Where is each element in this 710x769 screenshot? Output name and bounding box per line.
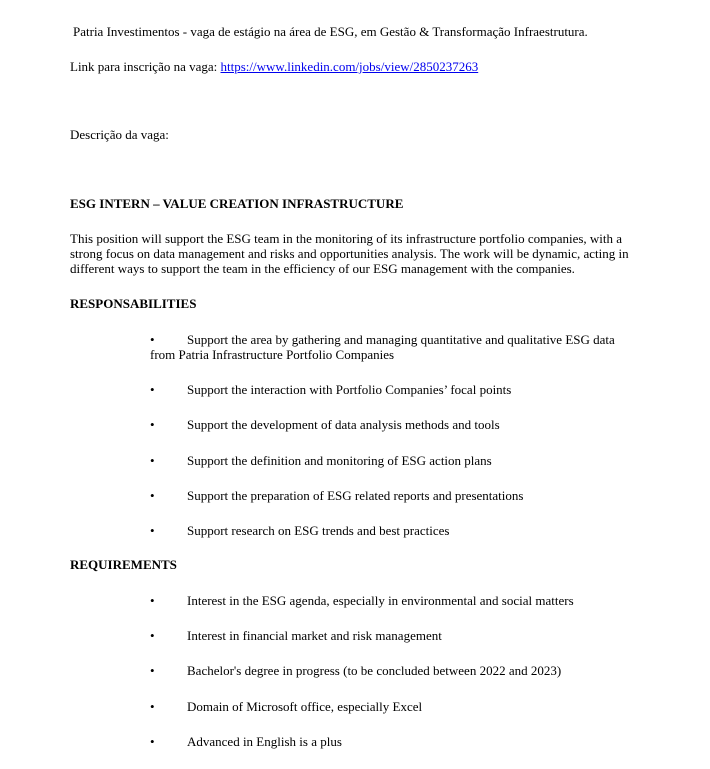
list-item-text: Support the definition and monitoring of ESG action plans — [187, 453, 492, 468]
bullet-icon: • — [150, 734, 155, 749]
bullet-icon: • — [150, 488, 155, 503]
bullet-icon: • — [150, 382, 155, 397]
list-item-text: Domain of Microsoft office, especially Excel — [187, 699, 423, 714]
list-item-text: Support research on ESG trends and best practices — [187, 523, 450, 538]
application-link-line — [70, 59, 478, 75]
bullet-icon: • — [150, 523, 155, 538]
list-item — [150, 523, 640, 538]
bullet-icon: • — [150, 593, 155, 608]
bullet-icon: • — [150, 663, 155, 678]
list-item — [150, 382, 640, 397]
requirements-heading: REQUIREMENTS — [70, 557, 177, 572]
list-item-text: Advanced in English is a plus — [187, 734, 342, 749]
list-item — [150, 663, 640, 678]
list-item-text: Bachelor's degree in progress (to be concluded between 2022 and 2023) — [187, 663, 562, 678]
description-label: Descrição da vaga: — [70, 127, 169, 142]
application-link-label: Link para inscrição na vaga: — [70, 59, 221, 74]
document-title: Patria Investimentos - vaga de estágio na área de ESG, em Gestão & Transformação Infraestrutura. — [73, 24, 588, 39]
bullet-icon: • — [150, 453, 155, 468]
list-item-text: Support the preparation of ESG related reports and presentations — [187, 488, 524, 503]
list-item — [150, 593, 640, 608]
bullet-icon: • — [150, 417, 155, 432]
list-item-text: Support the interaction with Portfolio Companies’ focal points — [187, 382, 512, 397]
job-intro-paragraph: This position will support the ESG team in the monitoring of its infrastructure portfolio companies, with a strong focus on data management and risks and opportunities analysis. The work will be dynamic, acting in different ways to support the team in the efficiency of our ESG management with the companies. — [70, 231, 629, 276]
list-item — [150, 332, 640, 362]
bullet-icon: • — [150, 699, 155, 714]
list-item — [150, 628, 640, 643]
list-item-text: Support the development of data analysis methods and tools — [187, 417, 500, 432]
list-item-text: Interest in the ESG agenda, especially in environmental and social matters — [187, 593, 574, 608]
bullet-icon: • — [150, 628, 155, 643]
list-item-text: Interest in financial market and risk management — [187, 628, 442, 643]
bullet-icon: • — [150, 332, 155, 347]
job-title: ESG INTERN – VALUE CREATION INFRASTRUCTURE — [70, 196, 404, 211]
application-link[interactable]: https://www.linkedin.com/jobs/view/2850237263 — [220, 59, 479, 74]
list-item — [150, 488, 640, 503]
list-item — [150, 453, 640, 468]
list-item — [150, 734, 640, 749]
list-item-text: Support the area by gathering and managing quantitative and qualitative ESG data from Patria Infrastructure Portfolio Companies — [150, 332, 615, 362]
list-item — [150, 417, 640, 432]
list-item — [150, 699, 640, 714]
responsibilities-heading: RESPONSABILITIES — [70, 296, 197, 311]
